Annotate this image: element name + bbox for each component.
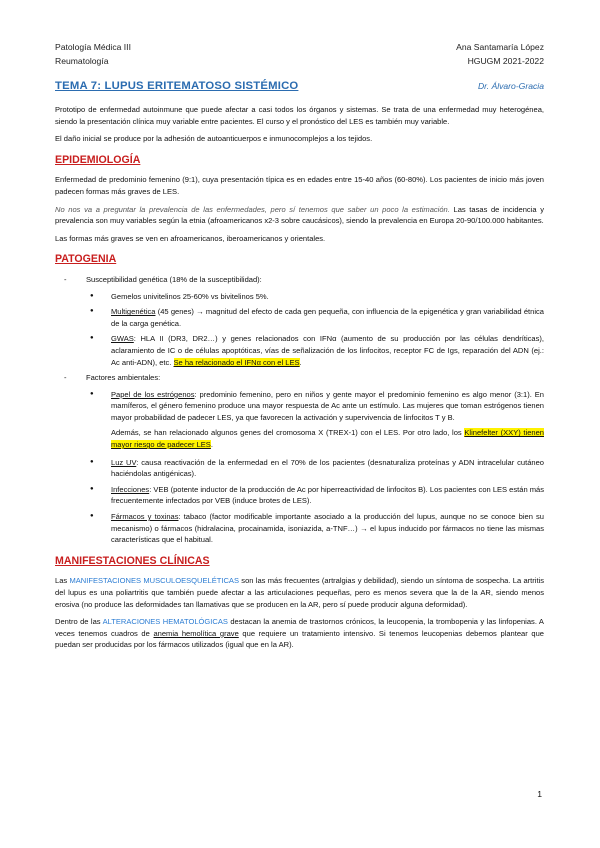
bullet-luz-uv <box>55 457 544 480</box>
section-heading-epidemiologia: EPIDEMIOLOGÍA <box>55 153 141 166</box>
header-right <box>456 40 544 68</box>
section-heading-manifestaciones: MANIFESTACIONES CLÍNICAS <box>55 554 210 567</box>
term: Multigenética <box>111 307 156 317</box>
bullet-text: : tabaco (factor modificable importante asociado a la producción del lupus, aunque no se conoce bien su mecanismo) o fármacos (hidralacina, procainamida, isoniazida, a-TNF…) → el lupus inducido por fármacos no tiene las mismas características que el habitual. <box>111 512 544 545</box>
sub-text: Además, se han relacionado algunos genes del cromosoma X (TREX-1) con el LES. Por otro lado, los <box>111 428 465 438</box>
page-title: TEMA 7: LUPUS ERITEMATOSO SISTÉMICO <box>55 80 299 92</box>
lecturer: Dr. Álvaro-Gracia <box>477 81 544 91</box>
epi-p2-text: Las tasas de incidencia y prevalencia son muy variables según la etnia (afroamericanos x2-3 sobre caucásicos), siendo la prevalencia en Europa 20-90/100.000 habitantes. <box>55 204 544 226</box>
term: GWAS <box>111 334 134 344</box>
bullet-text: : predominio femenino, pero en niños y gente mayor el predominio femenino es algo menor (3:1). En mamíferos, el género femenino produce una mayor respuesta de Ac ante un estímulo. Las mujeres que toman estrógenos tienen mayor probabilidad de padecer LES, ya que favorecen la activación y supervivencia de linfocitos T y B. <box>111 389 544 422</box>
term: Fármacos y toxinas <box>111 512 179 522</box>
term: Infecciones <box>111 484 150 494</box>
bullet-text: : causa reactivación de la enfermedad en el 70% de los pacientes (desnaturaliza proteínas y ADN intracelular cutáneo haciéndolas antigénicas). <box>111 457 544 479</box>
bullet-gemelos: ● Gemelos univitelinos 25-60% vs bivitelinos 5%. <box>55 291 544 303</box>
course-name: Patología Médica III <box>55 42 131 52</box>
bullet-text: : HLA II (DR3, DR2…) y genes relacionados con IFNα (aumento de su producción por las células dendríticas), aclaramiento de IC o de células apoptóticas, vías de señalización de los linfocitos, receptor FC de Igs, reparación del ADN (ej.: Ac anti-ADN), etc. <box>111 334 544 367</box>
highlight: Se ha relacionado el IFNα con el LES <box>173 357 300 367</box>
bullet-farmacos <box>55 511 544 546</box>
epi-note: No nos va a preguntar la prevalencia de las enfermedades, pero sí tenemos que saber un poco la estimación. <box>55 204 450 214</box>
term: Luz UV <box>111 457 137 467</box>
bullet-multigenetica <box>55 306 544 329</box>
keyword: ALTERACIONES HEMATOLÓGICAS <box>102 617 228 627</box>
keyword: MANIFESTACIONES MUSCULOESQUELÉTICAS <box>69 576 239 586</box>
epi-paragraph-1: Enfermedad de predominio femenino (9:1), cuya presentación típica es en edades entre 15-40 años (60-80%). Los pacientes de inicio más joven padecen formas más graves de LES. <box>55 175 544 196</box>
hospital-year: HGUGM 2021-2022 <box>467 56 544 66</box>
text: son las más frecuentes (artralgias y debilidad), siendo un síntoma de sospecha. La artritis del lupus es una poliartritis que también puede afectar a las articulaciones pequeñas, pero es menos severa que la de la AR, siendo menos erosiva (no produce las deformidades tan llamativas que se producen en la AR, pero sí puede producir alguna deformidad). <box>55 576 545 609</box>
estrogenos-subparagraph: Además, se han relacionado algunos genes del cromosoma X (TREX-1) con el LES. Por otro lado, los Klinefelter (XXY) tienen mayor riesgo de padecer LES. <box>111 428 544 450</box>
term: Papel de los estrógenos <box>111 389 195 399</box>
text: Dentro de las <box>55 617 103 627</box>
dash-item-ambientales: - Factores ambientales: <box>55 372 544 384</box>
page-number: 1 <box>537 789 542 799</box>
document-body <box>55 104 544 657</box>
text: Las <box>55 576 70 586</box>
intro-paragraph: Prototipo de enfermedad autoinmune que puede afectar a casi todos los órganos y sistemas. Se trata de una enfermedad muy heterogénea, siendo la presentación clínica muy variable entre pacientes. El curso y el pronóstico del LES es también muy variable. <box>55 105 544 126</box>
title-row <box>55 80 544 92</box>
intro-paragraph-2: El daño inicial se produce por la adhesión de autoanticuerpos e inmunocomplejos a los tejidos. <box>55 134 373 144</box>
epi-paragraph-3: Las formas más graves se ven en afroamericanos, iberoamericanos y orientales. <box>55 233 326 243</box>
author-name: Ana Santamaría López <box>456 42 544 52</box>
text: destacan la anemia de trastornos crónicos, la leucopenia, la trombopenia y las linfopenias. A veces tenemos cuadros de <box>55 617 544 638</box>
bullet-gwas: ● GWAS: HLA II (DR3, DR2…) y genes relacionados con IFNα (aumento de su producción por las células dendríticas), aclaramiento de IC o de células apoptóticas, vías de señalización de los linfocitos, receptor FC de Igs, reparación del ADN (ej.: Ac anti-ADN), etc. Se ha relacionado el IFNα con el LES. <box>55 333 544 368</box>
bullet-estrogenos <box>55 389 544 424</box>
man-paragraph-1 <box>55 575 544 610</box>
subject-name: Reumatología <box>55 56 109 66</box>
term: anemia hemolítica grave <box>153 628 239 638</box>
man-paragraph-2 <box>55 616 544 651</box>
dash-item-genetica: - Susceptibilidad genética (18% de la susceptibilidad): <box>55 274 544 286</box>
highlight: Klinefelter (XXY) tienen mayor riesgo de padecer LES <box>111 428 544 450</box>
epi-paragraph-2 <box>55 204 544 227</box>
section-heading-patogenia: PATOGENIA <box>55 253 117 266</box>
header-left <box>55 40 131 68</box>
bullet-text: : VEB (potente inductor de la producción de Ac por hiperreactividad de linfocitos B). Los pacientes con LES están más frecuentemente infectados por VEB (induce brotes de LES). <box>111 484 544 506</box>
bullet-infecciones <box>55 484 544 507</box>
bullet-text: (45 genes) → magnitud del efecto de cada gen pequeña, con influencia de la epigenética y gran variabilidad étnica de la carga genética. <box>111 307 544 328</box>
text: que requiere un tratamiento intensivo. Si tenemos leucopenias debemos plantear que puedan ser producidas por los fármacos utilizados (igual que en la AR). <box>55 628 544 650</box>
